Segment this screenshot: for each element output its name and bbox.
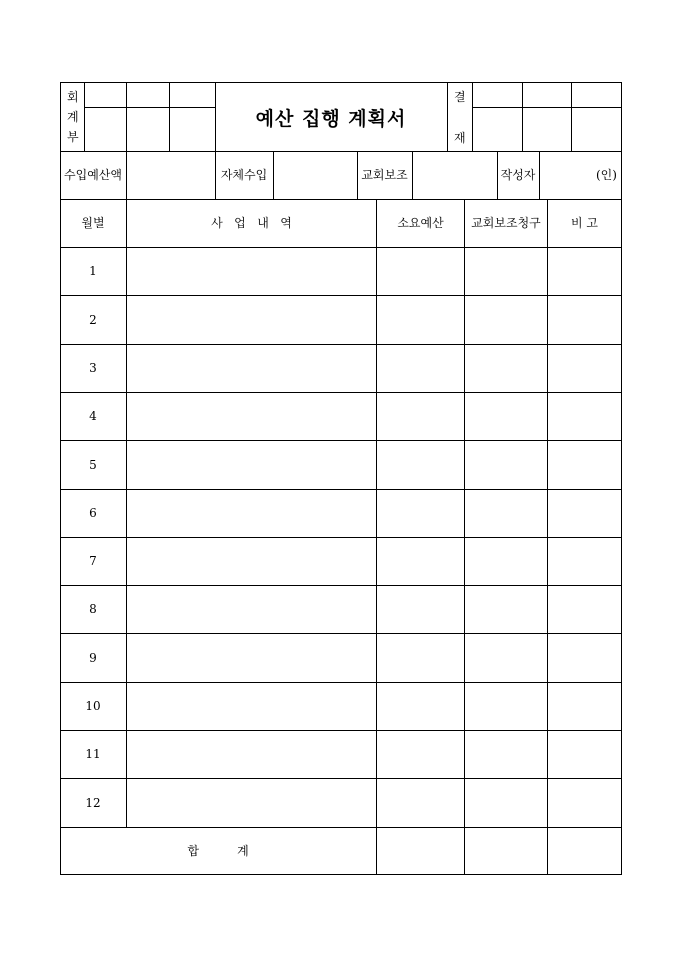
church-support-cell[interactable] (465, 779, 547, 827)
month-label: 3 (89, 361, 97, 375)
church-support-cell[interactable] (465, 586, 547, 633)
approval-label-right-divider (472, 82, 473, 152)
church-support-cell[interactable] (465, 296, 547, 344)
remarks-cell[interactable] (548, 731, 621, 778)
header-required-budget: 소요예산 (397, 216, 444, 230)
church-support-cell[interactable] (465, 248, 547, 295)
audit-grid-midline (84, 107, 216, 108)
church-support-cell[interactable] (465, 731, 547, 778)
approval-grid-divider-1 (522, 82, 523, 152)
required-budget-cell[interactable] (377, 586, 464, 633)
required-budget-cell[interactable] (377, 393, 464, 440)
audit-label-divider (84, 82, 85, 152)
info-divider-7 (539, 151, 540, 200)
approval-label-left-divider (447, 82, 448, 152)
income-budget-label: 수입예산액 (64, 168, 122, 182)
month-label: 11 (85, 747, 101, 761)
month-label: 7 (89, 554, 97, 568)
month-label: 4 (89, 409, 97, 423)
remarks-cell[interactable] (548, 393, 621, 440)
frame-right-border (621, 82, 622, 875)
church-support-cell[interactable] (465, 490, 547, 537)
frame-bottom-border (60, 874, 622, 875)
remarks-cell[interactable] (548, 248, 621, 295)
remarks-cell[interactable] (548, 490, 621, 537)
approval-label-char-1: 결 (454, 90, 466, 104)
audit-label-char-2: 계 (67, 110, 79, 124)
info-divider-1 (126, 151, 127, 200)
required-budget-cell[interactable] (377, 490, 464, 537)
month-label: 1 (89, 264, 97, 278)
details-cell[interactable] (127, 586, 376, 633)
audit-grid-divider-1 (126, 82, 127, 152)
audit-grid-divider-2 (169, 82, 170, 152)
approval-label-char-2: 재 (454, 131, 466, 145)
details-cell[interactable] (127, 248, 376, 295)
details-cell[interactable] (127, 393, 376, 440)
audit-label-char-3: 부 (67, 130, 79, 144)
header-bottom-border (60, 151, 622, 152)
total-required-budget-cell[interactable] (377, 827, 464, 874)
document-title: 예산 집행 계획서 (255, 108, 407, 130)
header-remarks: 비 고 (571, 216, 598, 230)
church-support-cell[interactable] (465, 441, 547, 489)
author-label: 작성자 (500, 168, 536, 182)
details-cell[interactable] (127, 296, 376, 344)
required-budget-cell[interactable] (377, 441, 464, 489)
approval-grid-midline (472, 107, 622, 108)
details-cell[interactable] (127, 345, 376, 392)
frame-top-border (60, 82, 622, 83)
audit-label-char-1: 회 (67, 90, 79, 104)
month-label: 6 (89, 506, 97, 520)
header-business-details: 사 업 내 역 (211, 216, 292, 230)
details-cell[interactable] (127, 441, 376, 489)
required-budget-cell[interactable] (377, 731, 464, 778)
info-row-bottom-border (60, 199, 622, 200)
church-support-cell[interactable] (465, 634, 547, 682)
month-label: 5 (89, 458, 97, 472)
church-support-cell[interactable] (465, 683, 547, 730)
details-cell[interactable] (127, 490, 376, 537)
details-cell[interactable] (127, 538, 376, 585)
required-budget-cell[interactable] (377, 683, 464, 730)
total-label: 합 계 (187, 844, 249, 858)
remarks-cell[interactable] (548, 296, 621, 344)
seal-label: (인) (596, 168, 617, 182)
church-support-cell[interactable] (465, 393, 547, 440)
church-support-cell[interactable] (465, 538, 547, 585)
remarks-cell[interactable] (548, 683, 621, 730)
details-cell[interactable] (127, 779, 376, 827)
required-budget-cell[interactable] (377, 345, 464, 392)
church-support-cell[interactable] (465, 345, 547, 392)
remarks-cell[interactable] (548, 538, 621, 585)
remarks-cell[interactable] (548, 634, 621, 682)
details-cell[interactable] (127, 683, 376, 730)
required-budget-cell[interactable] (377, 779, 464, 827)
info-divider-3 (273, 151, 274, 200)
details-cell[interactable] (127, 634, 376, 682)
header-church-support-request: 교회보조청구 (471, 216, 541, 230)
self-income-label: 자체수입 (220, 168, 268, 182)
month-label: 9 (89, 651, 97, 665)
month-label: 10 (85, 699, 101, 713)
total-remarks-cell[interactable] (548, 827, 621, 874)
required-budget-cell[interactable] (377, 538, 464, 585)
church-support-label: 교회보조 (361, 168, 408, 182)
required-budget-cell[interactable] (377, 296, 464, 344)
remarks-cell[interactable] (548, 586, 621, 633)
month-label: 2 (89, 313, 97, 327)
required-budget-cell[interactable] (377, 634, 464, 682)
remarks-cell[interactable] (548, 345, 621, 392)
remarks-cell[interactable] (548, 441, 621, 489)
remarks-cell[interactable] (548, 779, 621, 827)
details-cell[interactable] (127, 731, 376, 778)
total-church-support-cell[interactable] (465, 827, 547, 874)
info-divider-5 (412, 151, 413, 200)
approval-grid-divider-2 (571, 82, 572, 152)
month-label: 8 (89, 602, 97, 616)
header-month: 월별 (81, 216, 105, 230)
month-label: 12 (85, 796, 101, 810)
required-budget-cell[interactable] (377, 248, 464, 295)
